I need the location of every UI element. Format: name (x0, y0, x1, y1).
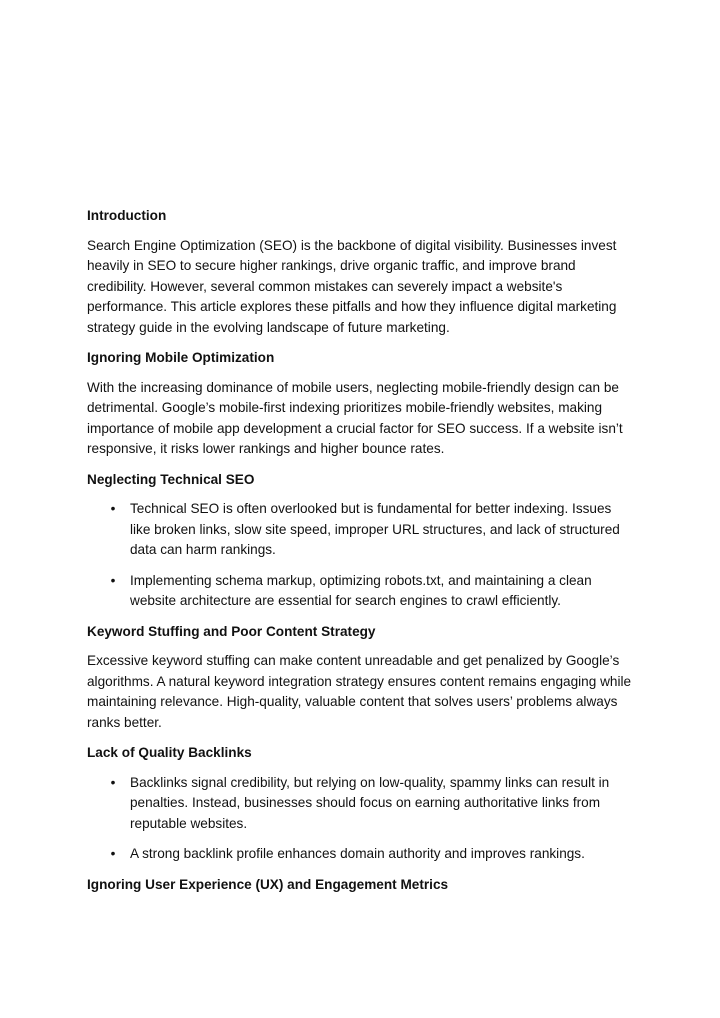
bullet-list-backlinks (87, 773, 635, 865)
list-item (87, 773, 635, 835)
bullet-icon: • (110, 572, 116, 588)
list-item (87, 844, 635, 865)
section-heading-technical-seo: Neglecting Technical SEO (87, 471, 255, 487)
list-item (87, 571, 635, 612)
document-body (87, 206, 635, 904)
list-item-text: Backlinks signal credibility, but relying on low-quality, spammy links can result in penalties. Instead, businesses should focus on earning authoritative links from reputable websites. (130, 774, 610, 831)
list-item-text: Implementing schema markup, optimizing robots.txt, and maintaining a clean website architecture are essential for search engines to crawl efficiently. (130, 572, 592, 608)
list-item-text: A strong backlink profile enhances domain authority and improves rankings. (130, 846, 585, 861)
bullet-icon: • (110, 501, 116, 516)
bullet-icon: • (110, 846, 116, 861)
bullet-list-technical-seo (87, 499, 635, 612)
section-paragraph-keyword-stuffing: Excessive keyword stuffing can make content unreadable and get penalized by Google’s algorithms. A natural keyword integration strategy ensures content remains engaging while maintaining relevance. High-quality, valuable content that solves users’ problems always ranks better. (87, 653, 632, 730)
list-item (87, 499, 635, 561)
section-heading-keyword-stuffing: Keyword Stuffing and Poor Content Strategy (87, 623, 376, 639)
section-heading-mobile-optimization: Ignoring Mobile Optimization (87, 350, 275, 365)
section-paragraph-introduction: Search Engine Optimization (SEO) is the backbone of digital visibility. Businesses invest heavily in SEO to secure higher rankings, drive organic traffic, and improve brand credibility. However, several common mistakes can severely impact a website's performance. This article explores these pitfalls and how they influence digital marketing strategy guide in the evolving landscape of future marketing. (87, 237, 617, 335)
section-heading-user-experience: Ignoring User Experience (UX) and Engagement Metrics (87, 876, 449, 892)
list-item-text: Technical SEO is often overlooked but is fundamental for better indexing. Issues like broken links, slow site speed, improper URL structures, and lack of structured data can harm rankings. (130, 501, 620, 557)
section-heading-introduction: Introduction (87, 208, 167, 223)
section-heading-backlinks: Lack of Quality Backlinks (87, 745, 252, 760)
bullet-icon: • (110, 774, 116, 790)
section-paragraph-mobile-optimization: With the increasing dominance of mobile users, neglecting mobile-friendly design can be detrimental. Google’s mobile-first indexing prioritizes mobile-friendly websites, making importance of mobile app development a crucial factor for SEO success. If a website isn’t responsive, it risks lower rankings and higher bounce rates. (87, 379, 623, 456)
